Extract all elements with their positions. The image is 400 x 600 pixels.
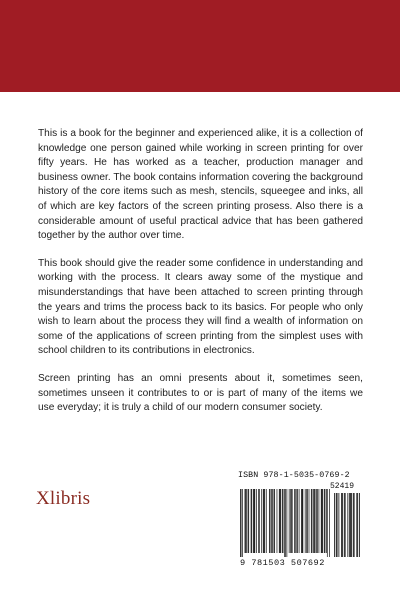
barcode-bar bbox=[322, 489, 323, 553]
barcode-bar bbox=[258, 489, 259, 553]
blurb-paragraph-3: Screen printing has an omni presents about it, sometimes seen, sometimes unseen it contributes to or is part of many of the items we use everyday; it is truly a child of our modern consumer society. bbox=[38, 372, 363, 414]
barcode-bar bbox=[282, 489, 283, 553]
barcode-bar bbox=[303, 489, 304, 553]
barcode-bar bbox=[317, 489, 318, 553]
barcode-addon-bar bbox=[345, 493, 346, 557]
publisher-logo: Xlibris bbox=[36, 488, 91, 509]
barcode-bar bbox=[284, 489, 285, 557]
barcode-bar bbox=[241, 489, 242, 557]
barcode-bar bbox=[242, 489, 243, 557]
barcode-bar bbox=[264, 489, 265, 553]
barcode-bar bbox=[307, 489, 308, 553]
barcode-bar bbox=[254, 489, 255, 553]
barcode-bar bbox=[280, 489, 281, 553]
barcode-addon-bar bbox=[347, 493, 348, 557]
barcode-bar bbox=[299, 489, 300, 553]
barcode-addon-bar bbox=[337, 493, 338, 557]
barcode-bar bbox=[319, 489, 320, 553]
barcode-bar bbox=[301, 489, 302, 553]
barcode-bar bbox=[311, 489, 312, 553]
barcode-bar bbox=[259, 489, 260, 553]
barcode-bar bbox=[254, 489, 255, 553]
barcode-addon-bar bbox=[350, 493, 351, 557]
barcode-bar bbox=[321, 489, 322, 553]
barcode-bar bbox=[274, 489, 275, 553]
top-color-band bbox=[0, 0, 400, 92]
barcode-bars bbox=[238, 489, 362, 557]
barcode-bar bbox=[290, 489, 291, 553]
barcode-bar bbox=[314, 489, 315, 553]
barcode-bar bbox=[327, 489, 328, 557]
barcode-bar bbox=[248, 489, 249, 553]
barcode-addon-bar bbox=[334, 493, 335, 557]
barcode-bar bbox=[251, 489, 252, 553]
barcode-addon-bar bbox=[356, 493, 357, 557]
barcode-bar bbox=[248, 489, 249, 553]
barcode-addon-bar bbox=[338, 493, 339, 557]
barcode-bar bbox=[306, 489, 307, 553]
barcode-bar bbox=[246, 489, 247, 553]
barcode-bar bbox=[313, 489, 314, 553]
barcode-addon-bar bbox=[342, 493, 343, 557]
barcode-bar bbox=[274, 489, 275, 553]
barcode-bar bbox=[326, 489, 327, 553]
barcode-addon-bar bbox=[359, 493, 360, 557]
barcode-bar bbox=[277, 489, 278, 553]
barcode-bar bbox=[287, 489, 288, 557]
blurb-paragraph-2: This book should give the reader some confidence in understanding and working with the process. It clears away some of the mystique and misunderstandings that have been attached to screen printing through the years and trims the process back to its basics. For people who only wish to learn about the process they will find a wealth of information on some of the applications of screen printing from the simplest uses with school children to its contributions in electronics. bbox=[38, 257, 363, 357]
barcode-addon-bar bbox=[341, 493, 342, 557]
barcode-bar bbox=[294, 489, 295, 553]
barcode-bar bbox=[316, 489, 317, 553]
barcode-bar bbox=[264, 489, 265, 553]
barcode-bar bbox=[325, 489, 326, 553]
isbn-barcode bbox=[238, 469, 362, 576]
barcode-digits: 9 781503 507692 bbox=[240, 558, 325, 568]
barcode-addon-bar bbox=[354, 493, 355, 557]
barcode-addon-bar bbox=[344, 493, 345, 557]
barcode-addon-bar bbox=[349, 493, 350, 557]
barcode-bar bbox=[272, 489, 273, 553]
barcode-bar bbox=[297, 489, 298, 553]
barcode-bar bbox=[270, 489, 271, 553]
barcode-bar bbox=[271, 489, 272, 553]
barcode-addon-digits: 52419 bbox=[330, 482, 355, 491]
barcode-bar bbox=[245, 489, 246, 553]
barcode-bar bbox=[253, 489, 254, 553]
isbn-label: ISBN 978-1-5035-0769-2 bbox=[238, 471, 350, 480]
barcode-bar bbox=[324, 489, 325, 553]
barcode-bar bbox=[315, 489, 316, 553]
barcode-bar bbox=[291, 489, 292, 553]
barcode-bar bbox=[251, 489, 252, 553]
barcode-bar bbox=[256, 489, 257, 553]
barcode-bar bbox=[266, 489, 267, 553]
barcode-bar bbox=[292, 489, 293, 553]
barcode-bar bbox=[312, 489, 313, 553]
barcode-bar bbox=[322, 489, 323, 553]
blurb-paragraph-1: This is a book for the beginner and experienced alike, it is a collection of knowledge one person gained while working in screen printing for over fifty years. He has worked as a teacher, production manager and business owner. The book contains information covering the background history of the core items such as mesh, stencils, squeegee and inks, all of which are key factors of the screen printing prosess. Also there is a considerable amount of useful practical advice that has been gathered together by the author over time. bbox=[38, 128, 363, 242]
barcode-bar bbox=[295, 489, 296, 553]
barcode-bar bbox=[261, 489, 262, 553]
barcode-bar bbox=[302, 489, 303, 553]
barcode-bar bbox=[289, 489, 290, 553]
barcode-bar bbox=[305, 489, 306, 553]
barcode-bar bbox=[269, 489, 270, 553]
back-cover-blurb bbox=[38, 127, 363, 429]
barcode-bar bbox=[240, 489, 241, 557]
barcode-bar bbox=[263, 489, 264, 553]
barcode-bar bbox=[245, 489, 246, 553]
barcode-bar bbox=[309, 489, 310, 553]
barcode-addon-bar bbox=[357, 493, 358, 557]
barcode-addon-bar bbox=[353, 493, 354, 557]
barcode-bar bbox=[285, 489, 286, 557]
barcode-bar bbox=[280, 489, 281, 553]
barcode-bar bbox=[296, 489, 297, 553]
barcode-bar bbox=[329, 489, 330, 557]
barcode-bar bbox=[279, 489, 280, 553]
barcode-addon-bar bbox=[336, 493, 337, 557]
barcode-addon-bar bbox=[351, 493, 352, 557]
barcode-bar bbox=[283, 489, 284, 553]
